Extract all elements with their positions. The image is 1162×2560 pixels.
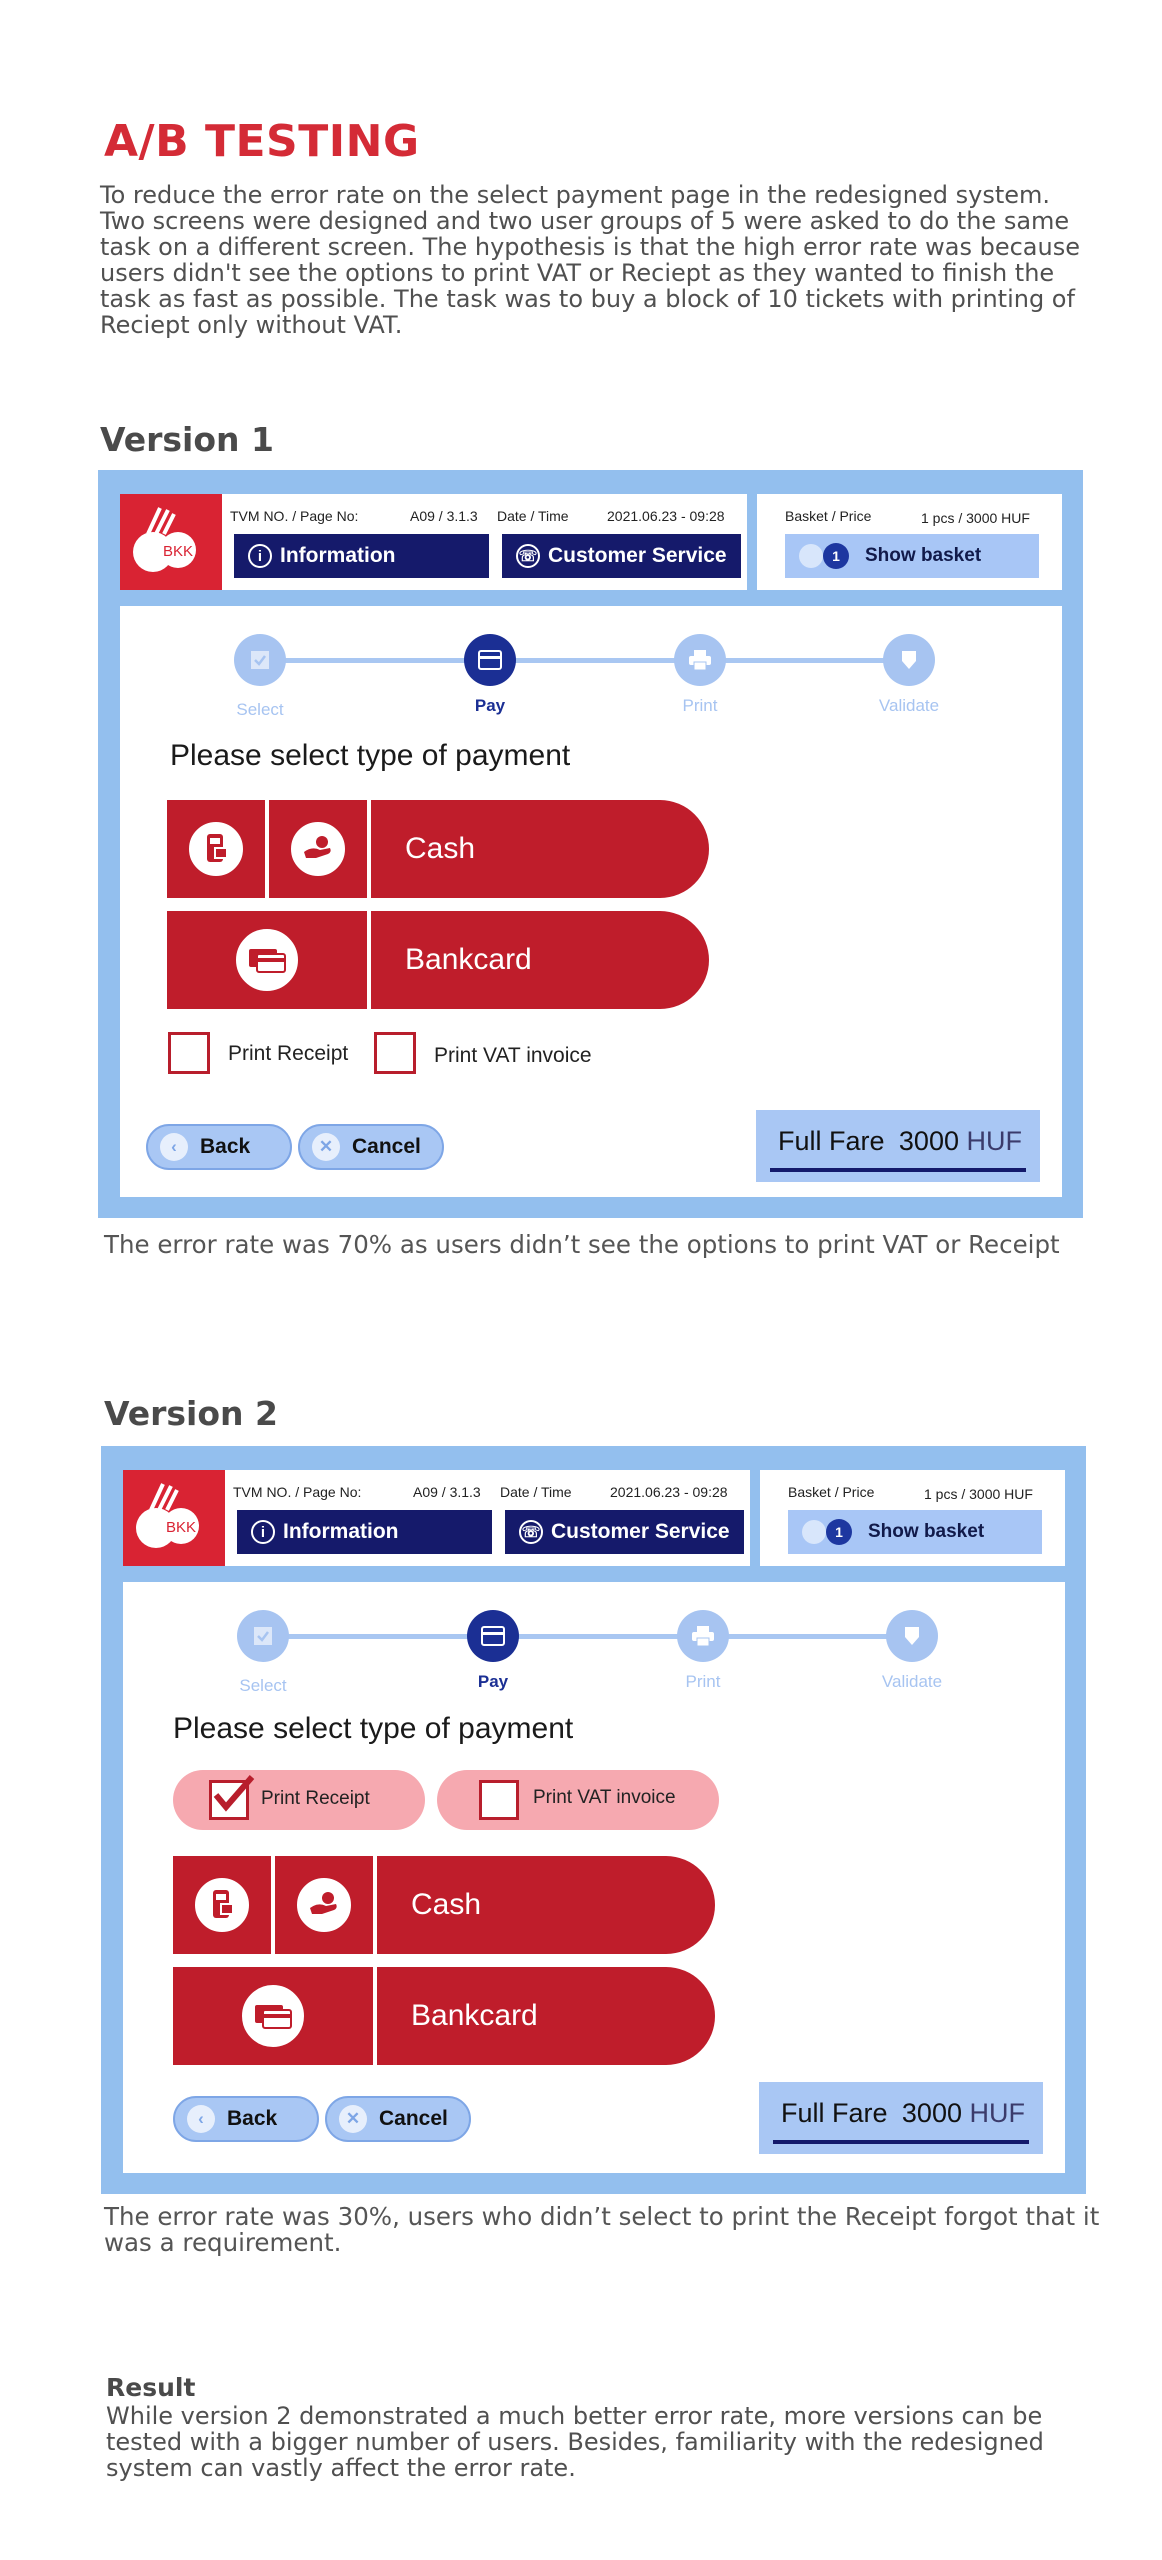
bankcard-icon [173, 1967, 373, 2065]
fare-label: Full Fare [781, 2098, 888, 2128]
cancel-button[interactable] [325, 2096, 471, 2142]
print-receipt-label: Print Receipt [228, 1042, 349, 1065]
information-button-label: Information [283, 1520, 399, 1543]
customer-service-button-label: Customer Service [548, 544, 727, 567]
chevron-left-icon: ‹ [160, 1133, 188, 1161]
print-vat-option[interactable] [437, 1770, 719, 1830]
version-2-kiosk-screen [101, 1446, 1086, 2194]
print-receipt-checkbox[interactable] [168, 1032, 210, 1074]
step-print-icon [677, 1610, 729, 1662]
customer-service-button[interactable] [505, 1510, 744, 1554]
tvm-value: A09 / 3.1.3 [410, 508, 478, 524]
basket-label: Basket / Price [785, 508, 872, 524]
step-pay-icon [464, 634, 516, 686]
fare-currency: HUF [966, 1126, 1022, 1156]
fare-currency: HUF [969, 2098, 1025, 2128]
cancel-button-label: Cancel [379, 2107, 448, 2130]
cancel-button-label: Cancel [352, 1135, 421, 1158]
show-basket-button[interactable] [785, 534, 1039, 578]
header-info-panel [225, 1470, 750, 1566]
progress-line [255, 658, 925, 663]
cancel-button[interactable] [298, 1124, 444, 1170]
fare-underline [773, 2140, 1029, 2144]
bankcard-icon [167, 911, 367, 1009]
intro-paragraph: To reduce the error rate on the select payment page in the redesigned system. Two screens were designed and two user groups of 5 were asked to do the same task on a different screen. The hypothesis is that the high error rate was because users didn't see the options to print VAT or Reciept as they wanted to finish the task as fast as possible. The task was to buy a block of 10 tickets with printing of Reciept only without VAT. [100, 181, 1080, 339]
version-2-title: Version 2 [104, 1394, 278, 1433]
bankcard-label: Bankcard [377, 1967, 715, 2065]
step-validate-label: Validate [881, 1672, 943, 1691]
checkmark-icon [210, 1773, 258, 1813]
header-basket-panel [757, 494, 1062, 590]
hand-coin-icon [269, 800, 367, 898]
full-fare-box [759, 2082, 1043, 2154]
step-select-icon [237, 1610, 289, 1662]
bkk-logo [123, 1470, 225, 1566]
basket-count-badge: 1 [823, 543, 849, 569]
fare-amount: 3000 [898, 1126, 959, 1156]
version-2-caption: The error rate was 30%, users who didn’t select to print the Receipt forgot that it was a requirement. [104, 2202, 1100, 2257]
ticket-machine-icon [167, 800, 265, 898]
step-select-label: Select [236, 700, 284, 719]
cash-label: Cash [377, 1856, 715, 1954]
phone-icon: ☏ [516, 544, 540, 568]
full-fare-box [756, 1110, 1040, 1182]
step-validate-icon [883, 634, 935, 686]
payment-panel [123, 1582, 1065, 2173]
information-button-label: Information [280, 544, 396, 567]
panel-title: Please select type of payment [170, 739, 571, 772]
step-print-icon [674, 634, 726, 686]
information-button[interactable] [237, 1510, 492, 1554]
datetime-label: Date / Time [497, 508, 569, 524]
step-validate-icon [886, 1610, 938, 1662]
print-vat-checkbox[interactable] [479, 1780, 519, 1820]
version-1-caption: The error rate was 70% as users didn’t see the options to print VAT or Receipt [104, 1230, 1060, 1259]
ticket-machine-icon [173, 1856, 271, 1954]
logo-text: BKK [162, 543, 194, 560]
basket-label: Basket / Price [788, 1484, 875, 1500]
print-vat-checkbox[interactable] [374, 1032, 416, 1074]
step-select-icon [234, 634, 286, 686]
payment-panel [120, 606, 1062, 1197]
tvm-label: TVM NO. / Page No: [230, 508, 359, 524]
page-title: A/B TESTING [104, 116, 420, 167]
version-1-kiosk-screen [98, 470, 1083, 1218]
cash-label: Cash [371, 800, 709, 898]
info-icon: i [248, 544, 272, 568]
information-button[interactable] [234, 534, 489, 578]
version-1-title: Version 1 [100, 420, 274, 459]
tvm-label: TVM NO. / Page No: [233, 1484, 362, 1500]
customer-service-button[interactable] [502, 534, 741, 578]
step-pay-label: Pay [477, 1672, 509, 1691]
customer-service-button-label: Customer Service [551, 1520, 730, 1543]
back-button[interactable] [146, 1124, 292, 1170]
result-text: While version 2 demonstrated a much better error rate, more versions can be tested with a bigger number of users. Besides, familiarity with the redesigned system can vastly affect the error rate. [106, 2402, 1044, 2482]
chevron-left-icon: ‹ [187, 2105, 215, 2133]
back-button-label: Back [227, 2107, 278, 2130]
datetime-value: 2021.06.23 - 09:28 [610, 1484, 728, 1500]
header-basket-panel [760, 1470, 1065, 1566]
back-button-label: Back [200, 1135, 251, 1158]
phone-icon: ☏ [519, 1520, 543, 1544]
print-vat-label: Print VAT invoice [434, 1044, 592, 1067]
show-basket-label: Show basket [865, 545, 982, 566]
info-icon: i [251, 1520, 275, 1544]
step-print-label: Print [682, 696, 718, 715]
datetime-label: Date / Time [500, 1484, 572, 1500]
bkk-logo [120, 494, 222, 590]
back-button[interactable] [173, 2096, 319, 2142]
step-select-label: Select [239, 1676, 287, 1695]
bankcard-label: Bankcard [371, 911, 709, 1009]
panel-title: Please select type of payment [173, 1712, 574, 1745]
hand-coin-icon [275, 1856, 373, 1954]
fare-amount: 3000 [901, 2098, 962, 2128]
close-icon: ✕ [339, 2105, 367, 2133]
cart-icon [799, 544, 823, 568]
step-pay-icon [467, 1610, 519, 1662]
cart-icon [802, 1520, 826, 1544]
print-vat-label: Print VAT invoice [533, 1787, 676, 1808]
print-receipt-label: Print Receipt [261, 1788, 370, 1809]
header-info-panel [222, 494, 747, 590]
show-basket-label: Show basket [868, 1521, 985, 1542]
basket-count-badge: 1 [826, 1519, 852, 1545]
fare-underline [770, 1168, 1026, 1172]
basket-value: 1 pcs / 3000 HUF [921, 510, 1030, 526]
step-print-label: Print [685, 1672, 721, 1691]
result-title: Result [106, 2373, 196, 2402]
progress-line [258, 1634, 928, 1639]
datetime-value: 2021.06.23 - 09:28 [607, 508, 725, 524]
print-receipt-option[interactable] [173, 1770, 425, 1830]
step-validate-label: Validate [878, 696, 940, 715]
basket-value: 1 pcs / 3000 HUF [924, 1486, 1033, 1502]
logo-text: BKK [165, 1519, 197, 1536]
tvm-value: A09 / 3.1.3 [413, 1484, 481, 1500]
print-receipt-checkbox[interactable] [209, 1780, 249, 1820]
fare-label: Full Fare [778, 1126, 885, 1156]
show-basket-button[interactable] [788, 1510, 1042, 1554]
close-icon: ✕ [312, 1133, 340, 1161]
step-pay-label: Pay [474, 696, 506, 715]
